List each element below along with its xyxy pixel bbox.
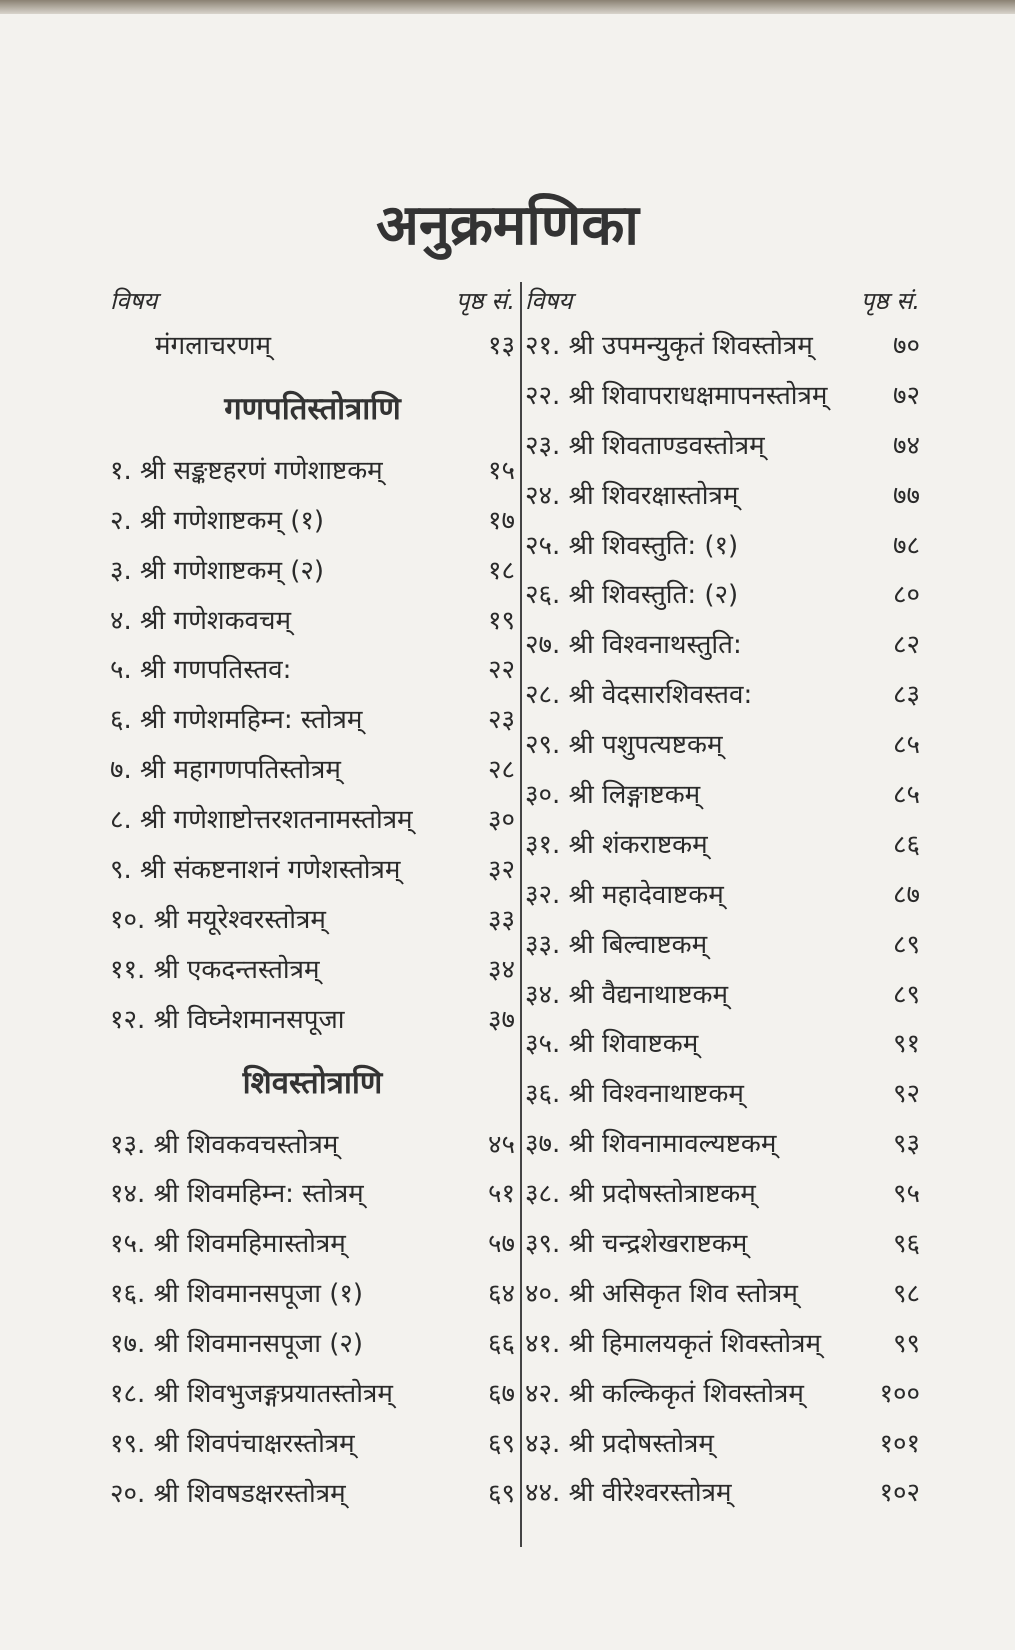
entry-title: २. श्री गणेशाष्टकम् (१): [110, 505, 325, 536]
entry-title: १०. श्री मयूरेश्वरस्तोत्रम्: [110, 904, 326, 935]
column-divider: [520, 282, 522, 1547]
page-number-heading: पृष्ठ सं.: [455, 287, 515, 315]
toc-entry: [110, 447, 515, 497]
toc-entry: [525, 322, 920, 372]
entry-page: १३: [487, 331, 515, 361]
entry-page: ७७: [892, 480, 920, 511]
entry-page: १८: [487, 555, 515, 586]
page-title: अनुक्रमणिका: [376, 193, 639, 258]
entry-page: ९५: [892, 1179, 920, 1210]
toc-entry: [110, 1470, 515, 1520]
entry-title: ११. श्री एकदन्तस्तोत्रम्: [110, 954, 320, 985]
entry-title: ८. श्री गणेशाष्टोत्तरशतनामस्तोत्रम्: [110, 805, 413, 836]
toc-entry: [110, 1121, 515, 1171]
toc-entry: [110, 846, 515, 896]
entry-title: २६. श्री शिवस्तुति: (२): [525, 580, 739, 611]
subject-heading: विषय: [525, 287, 573, 315]
entry-title: ४३. श्री प्रदोषस्तोत्रम्: [525, 1428, 714, 1459]
entry-title: १९. श्री शिवपंचाक्षरस्तोत्रम्: [110, 1428, 355, 1459]
toc-entry: [110, 547, 515, 597]
page-number-heading: पृष्ठ सं.: [860, 287, 920, 315]
toc-entry: [525, 522, 920, 572]
toc-entry: [110, 1370, 515, 1420]
entry-title: मंगलाचरणम्: [155, 331, 272, 361]
entry-title: ३७. श्री शिवनामावल्यष्टकम्: [525, 1129, 777, 1160]
toc-entry: [110, 1420, 515, 1470]
entry-page: ६७: [487, 1379, 515, 1410]
toc-entry: [525, 921, 920, 971]
entry-title: २५. श्री शिवस्तुति: (१): [525, 530, 739, 561]
toc-entry: [525, 1420, 920, 1470]
entry-title: ३. श्री गणेशाष्टकम् (२): [110, 555, 325, 586]
entry-title: ४४. श्री वीरेश्वरस्तोत्रम्: [525, 1478, 732, 1509]
entry-title: १६. श्री शिवमानसपूजा (१): [110, 1279, 363, 1310]
entry-title: १. श्री सङ्कष्टहरणं गणेशाष्टकम्: [110, 455, 383, 486]
entry-title: ३३. श्री बिल्वाष्टकम्: [525, 929, 708, 960]
subject-heading: विषय: [110, 287, 158, 315]
entry-page: १७: [487, 505, 515, 536]
toc-entry: [110, 746, 515, 796]
toc-entry: [110, 646, 515, 696]
entry-title: ३०. श्री लिङ्गाष्टकम्: [525, 780, 701, 811]
toc-entry: [525, 1020, 920, 1070]
entry-page: ७२: [892, 380, 920, 411]
entry-page: ६४: [487, 1279, 515, 1310]
entry-page: ९८: [892, 1278, 920, 1309]
entry-page: ९९: [892, 1328, 920, 1359]
entry-page: ८६: [892, 829, 920, 860]
entry-title: ३४. श्री वैद्यनाथाष्टकम्: [525, 979, 729, 1010]
toc-entry: [525, 621, 920, 671]
toc-entry: [110, 1320, 515, 1370]
entry-title: १२. श्री विघ्नेशमानसपूजा: [110, 1004, 345, 1035]
entry-title: २८. श्री वेदसारशिवस्तव:: [525, 680, 753, 711]
entry-page: ९३: [892, 1129, 920, 1160]
right-column-header: [525, 280, 920, 322]
entry-page: ८५: [892, 730, 920, 761]
toc-entry: [525, 1070, 920, 1120]
entry-title: १५. श्री शिवमहिमास्तोत्रम्: [110, 1229, 346, 1260]
toc-right-column: [525, 280, 920, 1519]
entry-page: ८०: [892, 580, 920, 611]
entry-page: २३: [487, 705, 515, 736]
toc-entry: [110, 696, 515, 746]
entry-page: २२: [487, 655, 515, 686]
toc-entry: [525, 1469, 920, 1519]
entry-title: १७. श्री शिवमानसपूजा (२): [110, 1329, 363, 1360]
entry-page: ६९: [487, 1428, 515, 1459]
toc-entry: [525, 1370, 920, 1420]
toc-entry: [110, 896, 515, 946]
entry-title: १३. श्री शिवकवचस्तोत्रम्: [110, 1129, 339, 1160]
entry-page: १०२: [879, 1478, 920, 1509]
entry-title: १८. श्री शिवभुजङ्गप्रयातस्तोत्रम्: [110, 1379, 393, 1410]
entry-title: ३८. श्री प्रदोषस्तोत्राष्टकम्: [525, 1179, 756, 1210]
entry-title: ७. श्री महागणपतिस्तोत्रम्: [110, 755, 341, 786]
entry-title: ९. श्री संकष्टनाशनं गणेशस्तोत्रम्: [110, 855, 401, 886]
toc-entry: [525, 1320, 920, 1370]
entry-page: ७४: [892, 430, 920, 461]
entry-title: ३२. श्री महादेवाष्टकम्: [525, 879, 724, 910]
entry-page: ९६: [892, 1229, 920, 1260]
entry-title: ६. श्री गणेशमहिम्न: स्तोत्रम्: [110, 705, 363, 736]
page-top-edge: [0, 0, 1015, 14]
entry-page: ८७: [892, 879, 920, 910]
entry-title: २३. श्री शिवताण्डवस्तोत्रम्: [525, 430, 765, 461]
entry-page: १०१: [879, 1428, 920, 1459]
entry-page: ५७: [487, 1229, 515, 1260]
entry-title: २९. श्री पशुपत्यष्टकम्: [525, 730, 723, 761]
toc-entry: [525, 472, 920, 522]
entry-page: ८९: [892, 929, 920, 960]
entry-title: ३५. श्री शिवाष्टकम्: [525, 1029, 699, 1060]
toc-left-column: [110, 280, 515, 1520]
toc-entry: [110, 1270, 515, 1320]
entry-title: ४१. श्री हिमालयकृतं शिवस्तोत्रम्: [525, 1328, 821, 1359]
entry-page: १९: [487, 605, 515, 636]
entry-page: ३२: [487, 855, 515, 886]
section-heading-ganapati: गणपतिस्तोत्राणि: [224, 390, 401, 427]
entry-title: ४२. श्री कल्किकृतं शिवस्तोत्रम्: [525, 1378, 804, 1409]
toc-entry: [525, 422, 920, 472]
toc-entry: [110, 946, 515, 996]
entry-page: २८: [487, 755, 515, 786]
entry-page: ३४: [487, 954, 515, 985]
toc-entry: [525, 871, 920, 921]
entry-page: ७८: [892, 530, 920, 561]
entry-page: ८३: [892, 680, 920, 711]
entry-title: २४. श्री शिवरक्षास्तोत्रम्: [525, 480, 739, 511]
entry-title: १४. श्री शिवमहिम्न: स्तोत्रम्: [110, 1179, 364, 1210]
entry-page: १५: [487, 455, 515, 486]
entry-title: २७. श्री विश्वनाथस्तुति:: [525, 630, 742, 661]
entry-page: ३३: [487, 904, 515, 935]
entry-page: ७०: [892, 331, 920, 361]
toc-entry: [525, 1170, 920, 1220]
entry-page: ८५: [892, 780, 920, 811]
entry-title: २०. श्री शिवषडक्षरस्तोत्रम्: [110, 1478, 346, 1509]
toc-entry: [525, 971, 920, 1021]
toc-entry: [525, 1220, 920, 1270]
toc-entry: [525, 721, 920, 771]
toc-entry: [110, 796, 515, 846]
toc-entry: [525, 1120, 920, 1170]
toc-entry: [525, 1270, 920, 1320]
entry-title: २२. श्री शिवापराधक्षमापनस्तोत्रम्: [525, 380, 828, 411]
entry-page: १००: [879, 1378, 920, 1409]
entry-page: ६६: [487, 1329, 515, 1360]
entry-page: ३७: [487, 1004, 515, 1035]
entry-page: ९२: [892, 1079, 920, 1110]
toc-entry: [110, 597, 515, 647]
entry-page: ९१: [892, 1029, 920, 1060]
entry-page: ३०: [487, 805, 515, 836]
entry-page: ८२: [892, 630, 920, 661]
entry-title: ३१. श्री शंकराष्टकम्: [525, 829, 708, 860]
section-heading-shiva: शिवस्तोत्राणि: [242, 1064, 383, 1101]
toc-entry: [525, 821, 920, 871]
toc-entry: [525, 372, 920, 422]
entry-page: ८९: [892, 979, 920, 1010]
entry-title: ३६. श्री विश्वनाथाष्टकम्: [525, 1079, 744, 1110]
toc-entry: [110, 996, 515, 1046]
entry-title: ४. श्री गणेशकवचम्: [110, 605, 292, 636]
entry-title: ५. श्री गणपतिस्तव:: [110, 655, 292, 686]
entry-title: २१. श्री उपमन्युकृतं शिवस्तोत्रम्: [525, 331, 813, 361]
entry-page: ६९: [487, 1478, 515, 1509]
toc-entry: [525, 571, 920, 621]
toc-entry-invocation: [110, 322, 515, 372]
entry-page: ५१: [487, 1179, 515, 1210]
entry-title: ४०. श्री असिकृत शिव स्तोत्रम्: [525, 1278, 798, 1309]
toc-entry: [110, 497, 515, 547]
toc-entry: [525, 771, 920, 821]
toc-entry: [525, 671, 920, 721]
left-column-header: [110, 280, 515, 322]
entry-page: ४५: [487, 1129, 515, 1160]
entry-title: ३९. श्री चन्द्रशेखराष्टकम्: [525, 1229, 748, 1260]
toc-entry: [110, 1220, 515, 1270]
toc-entry: [110, 1170, 515, 1220]
